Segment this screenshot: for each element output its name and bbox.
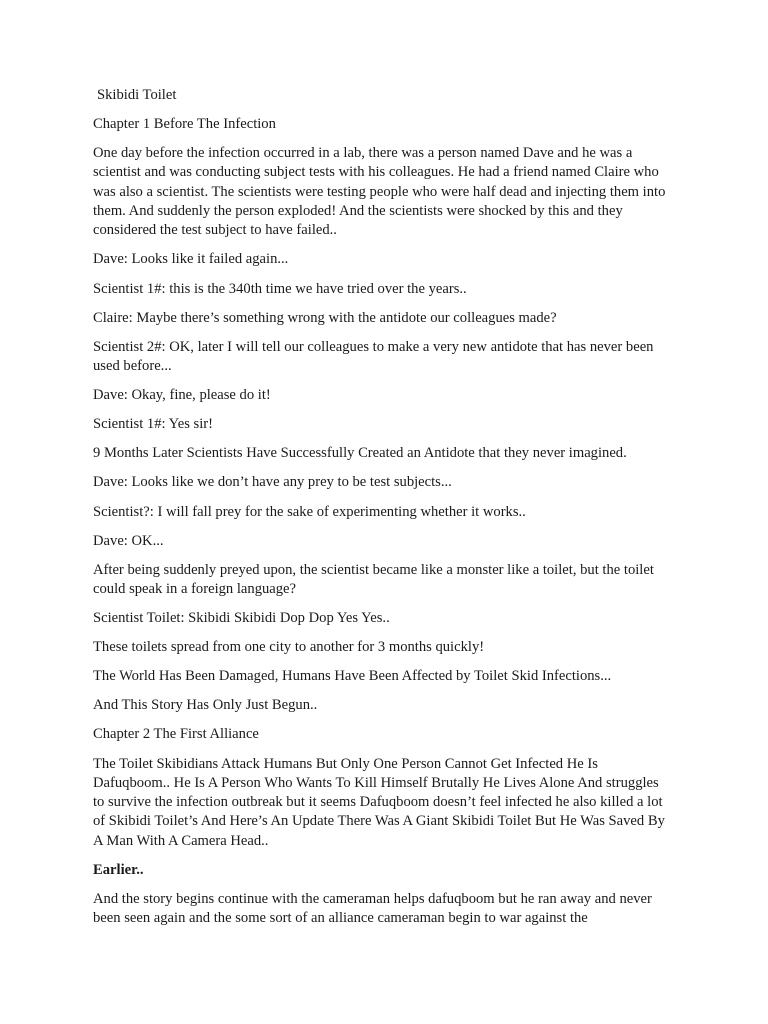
dialogue-line: Dave: Looks like we don’t have any prey to be test subjects... (93, 474, 452, 491)
paragraph: And the story begins continue with the cameraman helps dafuqboom but he ran away and never been seen again and the some sort of an alliance cameraman begin to war against the (93, 890, 652, 927)
dialogue-line: Scientist 1#: Yes sir! (93, 416, 214, 433)
paragraph: And This Story Has Only Just Begun.. (93, 697, 318, 714)
dialogue-line: Dave: Looks like it failed again... (93, 251, 289, 268)
earlier-heading: Earlier.. (93, 861, 144, 878)
paragraph: One day before the infection occurred in a lab, there was a person named Dave and he was a scientist and was conducting subject tests with his colleagues. He had a friend named Claire who was also a scientist. The scientists were testing people who were half dead and injecting them into them. And suddenly the person exploded! And the scientists were shocked by this and they considered the test subject to have failed.. (93, 145, 666, 239)
dialogue-line: Scientist 2#: OK, later I will tell our colleagues to make a very new antidote that has never been used before... (93, 338, 654, 375)
paragraph: The World Has Been Damaged, Humans Have Been Affected by Toilet Skid Infections... (93, 668, 612, 685)
dialogue-line: Claire: Maybe there’s something wrong with the antidote our colleagues made? (93, 309, 557, 326)
paragraph: These toilets spread from one city to another for 3 months quickly! (93, 639, 485, 656)
paragraph: 9 Months Later Scientists Have Successfully Created an Antidote that they never imagined. (93, 445, 627, 462)
document-body (93, 86, 673, 938)
dialogue-line: Scientist Toilet: Skibidi Skibidi Dop Dop Yes Yes.. (93, 610, 390, 627)
paragraph: After being suddenly preyed upon, the scientist became like a monster like a toilet, but the toilet could speak in a foreign language? (93, 561, 654, 597)
dialogue-line: Scientist?: I will fall prey for the sake of experimenting whether it works.. (93, 503, 526, 520)
document-title: Skibidi Toilet (97, 87, 177, 103)
dialogue-line: Dave: OK... (93, 532, 164, 549)
dialogue-line: Dave: Okay, fine, please do it! (93, 387, 271, 404)
dialogue-line: Scientist 1#: this is the 340th time we have tried over the years.. (93, 280, 467, 297)
chapter-2-heading: Chapter 2 The First Alliance (93, 726, 259, 743)
paragraph: The Toilet Skibidians Attack Humans But Only One Person Cannot Get Infected He Is Dafuqboom.. He Is A Person Who Wants To Kill Himself Brutally He Lives Alone And struggles to survive the infection outbreak but it seems Dafuqboom doesn’t feel infected he also killed a lot of Skibidi Toilet’s And Here’s An Update There Was A Giant Skibidi Toilet But He Was Saved By A Man With A Camera Head.. (93, 755, 665, 849)
chapter-1-heading: Chapter 1 Before The Infection (93, 116, 276, 133)
